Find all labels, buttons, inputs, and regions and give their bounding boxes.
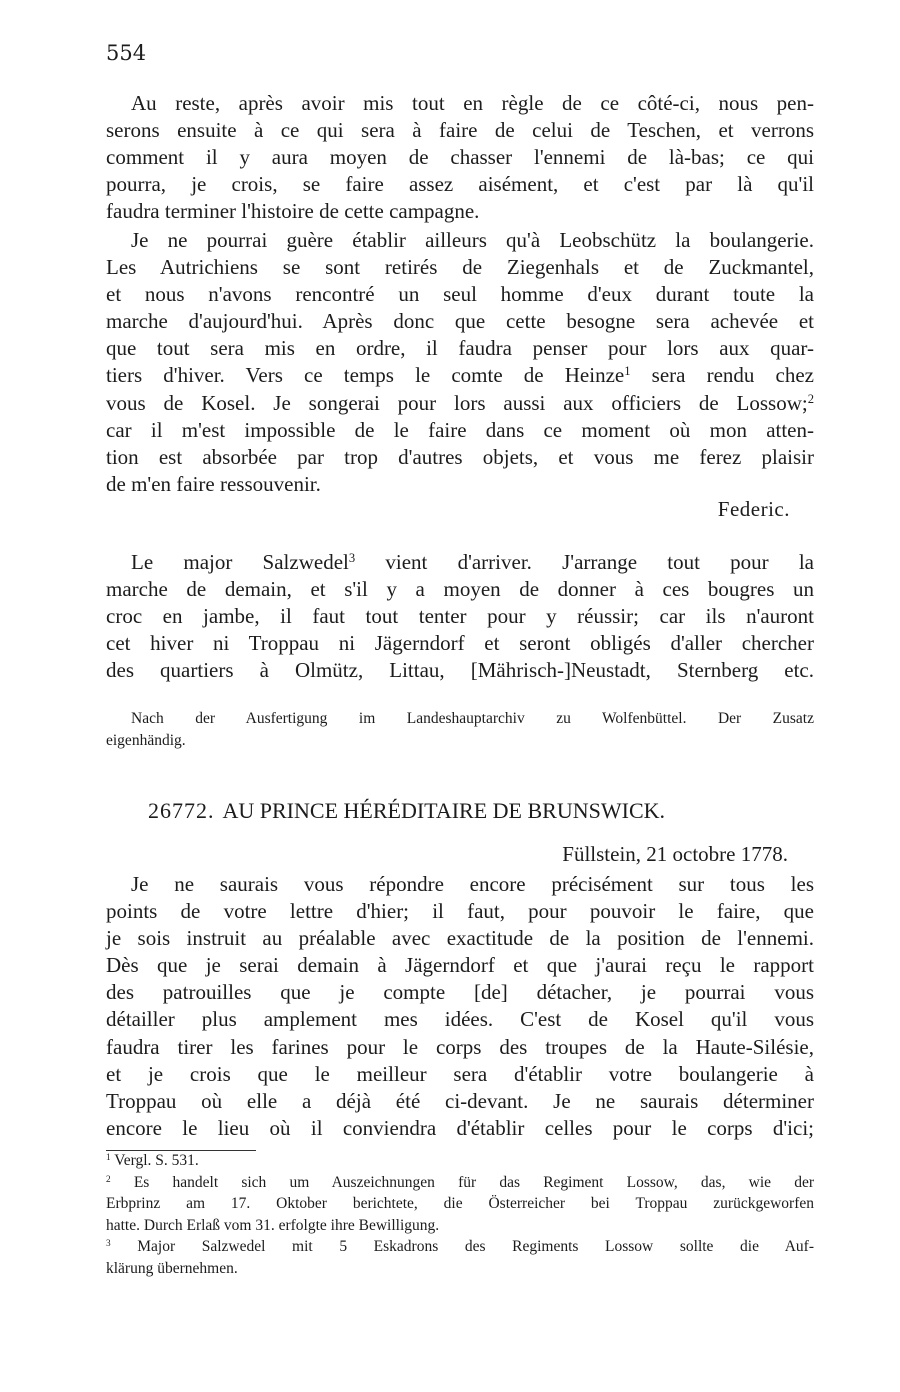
footnote-line bbox=[106, 1150, 814, 1172]
text-segment: vous de Kosel. Je songerai pour lors aussi aux officiers de Lossow; bbox=[106, 390, 808, 415]
letter1-paragraph-1 bbox=[106, 90, 814, 225]
place-date: Füllstein, 21 octobre 1778. bbox=[562, 842, 788, 866]
text-segment: Le major Salzwedel bbox=[131, 550, 349, 574]
text-line: pourra, je crois, se faire assez aisément, et c'est par là qu'il bbox=[106, 172, 814, 197]
letter-recipient: AU PRINCE HÉRÉDITAIRE DE BRUNSWICK. bbox=[222, 798, 666, 823]
footnote-line bbox=[106, 1236, 814, 1258]
footnote-number: 1 bbox=[106, 1152, 111, 1163]
text-segment: Es handelt sich um Auszeichnungen für das Regiment Lossow, das, wie der bbox=[110, 1173, 814, 1191]
footnote-marker: 2 bbox=[807, 391, 814, 406]
text-line: comment il y aura moyen de chasser l'ennemi de là-bas; ce qui bbox=[106, 145, 814, 170]
page-number: 554 bbox=[106, 41, 147, 65]
text-line: cet hiver ni Troppau ni Jägerndorf et seront obligés d'aller chercher bbox=[106, 631, 814, 656]
letter-number: 26772. bbox=[148, 798, 215, 823]
postscript bbox=[106, 549, 814, 684]
text-line: Les Autrichiens se sont retirés de Ziegenhals et de Zuckmantel, bbox=[106, 255, 814, 280]
text-segment: Vergl. S. 531. bbox=[110, 1152, 199, 1169]
text-segment: Major Salzwedel mit 5 Eskadrons des Regiments Lossow sollte die Auf- bbox=[110, 1238, 814, 1256]
text-line: marche de demain, et s'il y a moyen de donner à ces bougres un bbox=[106, 577, 814, 602]
text-line: détailler plus amplement mes idées. C'est de Kosel qu'il vous bbox=[106, 1007, 814, 1032]
letter1-paragraph-2 bbox=[106, 227, 814, 498]
footnote-line: Erbprinz am 17. Oktober berichtete, die Österreicher bei Troppau zurückgeworfen bbox=[106, 1195, 814, 1213]
text-line: que tout sera mis en ordre, il faudra penser pour lors aux quar- bbox=[106, 336, 814, 361]
text-line: Je ne saurais vous répondre encore précisément sur tous les bbox=[131, 872, 814, 896]
text-line bbox=[106, 549, 814, 576]
text-line: marche d'aujourd'hui. Après donc que cette besogne sera achevée et bbox=[106, 309, 814, 334]
footnote-number: 3 bbox=[106, 1239, 111, 1250]
footnotes bbox=[106, 1150, 814, 1280]
text-line: faudra tirer les farines pour le corps des troupes de la Haute-Silésie, bbox=[106, 1034, 814, 1059]
text-segment: tiers d'hiver. Vers ce temps le comte de Heinze bbox=[106, 363, 625, 388]
footnote-number: 2 bbox=[106, 1174, 111, 1185]
text-line: encore le lieu où il conviendra d'établir celles pour le corps d'ici; bbox=[106, 1115, 814, 1140]
text-line: faudra terminer l'histoire de cette campagne. bbox=[106, 199, 480, 224]
footnote-line: klärung übernehmen. bbox=[106, 1259, 238, 1277]
text-line: je sois instruit au préalable avec exactitude de la position de l'ennemi. bbox=[106, 926, 814, 951]
text-line: des patrouilles que je compte [de] détacher, je pourrai vous bbox=[106, 980, 814, 1005]
text-line: et je crois que le meilleur sera d'établir votre boulangerie à bbox=[106, 1061, 814, 1086]
source-note bbox=[106, 708, 814, 752]
text-line: et nous n'avons rencontré un seul homme d'eux durant toute la bbox=[106, 282, 814, 307]
text-segment: vient d'arriver. J'arrange tout pour la bbox=[355, 550, 814, 574]
text-line: Au reste, après avoir mis tout en règle de ce côté-ci, nous pen- bbox=[131, 91, 814, 115]
text-line: points de votre lettre d'hier; il faut, pour pouvoir le faire, que bbox=[106, 899, 814, 924]
text-line: Dès que je serai demain à Jägerndorf et que j'aurai reçu le rapport bbox=[106, 953, 814, 978]
text-line: tion est absorbée par trop d'autres objets, et vous me ferez plaisir bbox=[106, 444, 814, 469]
text-line: car il m'est impossible de le faire dans ce moment où mon atten- bbox=[106, 417, 814, 442]
footnote-marker: 3 bbox=[348, 551, 356, 566]
text-line: Troppau où elle a déjà été ci-devant. Je ne saurais déterminer bbox=[106, 1088, 814, 1113]
text-line bbox=[106, 390, 814, 417]
text-line: eigenhändig. bbox=[106, 732, 186, 749]
text-line bbox=[106, 362, 814, 389]
footnote-marker: 1 bbox=[624, 364, 631, 379]
letter2-body bbox=[106, 871, 814, 1142]
footnote-line bbox=[106, 1172, 814, 1194]
text-line: des quartiers à Olmütz, Littau, [Mährisch-]Neustadt, Sternberg etc. bbox=[106, 658, 814, 683]
text-segment: sera rendu chez bbox=[630, 363, 814, 388]
text-line: de m'en faire ressouvenir. bbox=[106, 471, 321, 496]
signature: Federic. bbox=[717, 497, 790, 521]
text-line: Je ne pourrai guère établir ailleurs qu'à Leobschütz la boulangerie. bbox=[131, 228, 814, 252]
text-line: serons ensuite à ce qui sera à faire de celui de Teschen, et verrons bbox=[106, 118, 814, 143]
text-line: Nach der Ausfertigung im Landeshauptarchiv zu Wolfenbüttel. Der Zusatz bbox=[131, 710, 814, 727]
footnote-line: hatte. Durch Erlaß vom 31. erfolgte ihre Bewilligung. bbox=[106, 1216, 440, 1234]
letter-heading bbox=[148, 796, 665, 826]
text-line: croc en jambe, il faut tout tenter pour y réussir; car ils n'auront bbox=[106, 604, 814, 629]
